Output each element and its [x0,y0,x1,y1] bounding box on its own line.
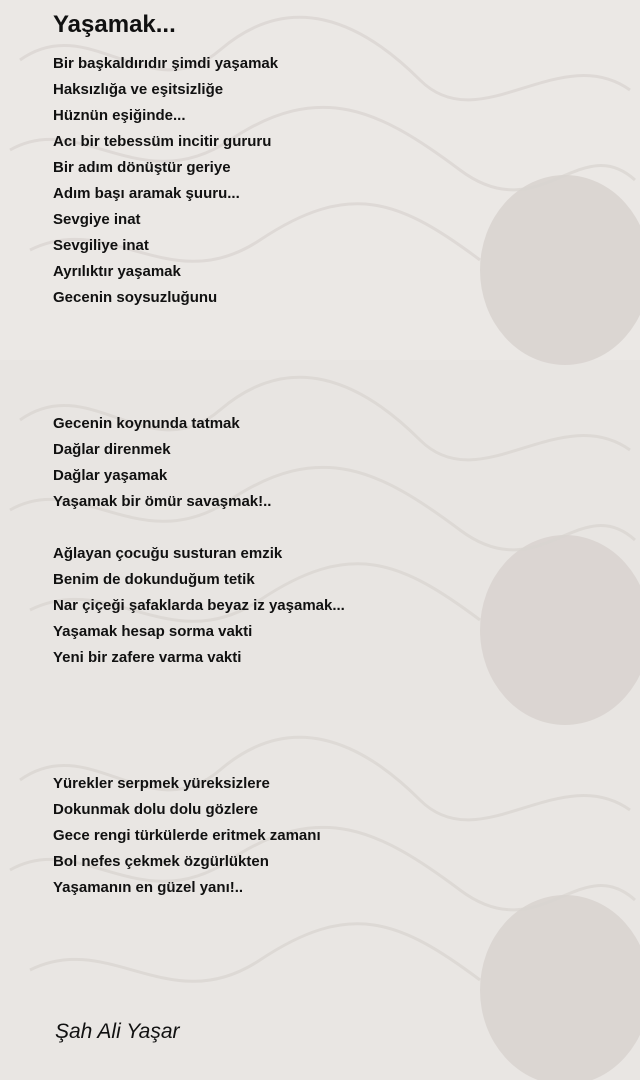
ink-blot-decoration [480,175,640,1080]
poem-line: Yaşamanın en güzel yanı!.. [53,879,244,896]
poem-line: Hüznün eşiğinde... [53,107,186,124]
poem-stanza-2 [53,411,271,515]
poem-line: Bir adım dönüştür geriye [53,159,231,176]
poem-line: Bir başkaldırıdır şimdi yaşamak [53,55,279,72]
poem-line: Sevgiliye inat [53,237,149,254]
poem-line: Nar çiçeği şafaklarda beyaz iz yaşamak... [53,597,345,614]
poem-line: Dokunmak dolu dolu gözlere [53,801,259,818]
poem-line: Gecenin koynunda tatmak [53,415,240,432]
poem-line: Yeni bir zafere varma vakti [53,649,242,666]
poem-stanza-4 [53,771,321,901]
poem-line: Haksızlığa ve eşitsizliğe [53,81,224,98]
poem-line: Gecenin soysuzluğunu [53,289,218,306]
poem-line: Bol nefes çekmek özgürlükten [53,853,269,870]
poem-line: Ağlayan çocuğu susturan emzik [53,545,283,562]
poem-title: Yaşamak... [53,11,176,38]
poem-line: Yaşamak bir ömür savaşmak!.. [53,493,272,510]
poem-line: Benim de dokunduğum tetik [53,571,255,588]
poem-line: Yürekler serpmek yüreksizlere [53,775,270,792]
poem-line: Ayrılıktır yaşamak [53,263,181,280]
poem-line: Dağlar direnmek [53,441,171,458]
poem-line: Gece rengi türkülerde eritmek zamanı [53,827,321,844]
poem-stanza-1 [53,51,278,311]
poem-line: Dağlar yaşamak [53,467,168,484]
poem-stanza-3 [53,541,345,671]
poem-line: Adım başı aramak şuuru... [53,185,240,202]
poem-author: Şah Ali Yaşar [55,1020,180,1043]
poem-line: Acı bir tebessüm incitir gururu [53,133,272,150]
poem-line: Sevgiye inat [53,211,141,228]
poem-line: Yaşamak hesap sorma vakti [53,623,253,640]
